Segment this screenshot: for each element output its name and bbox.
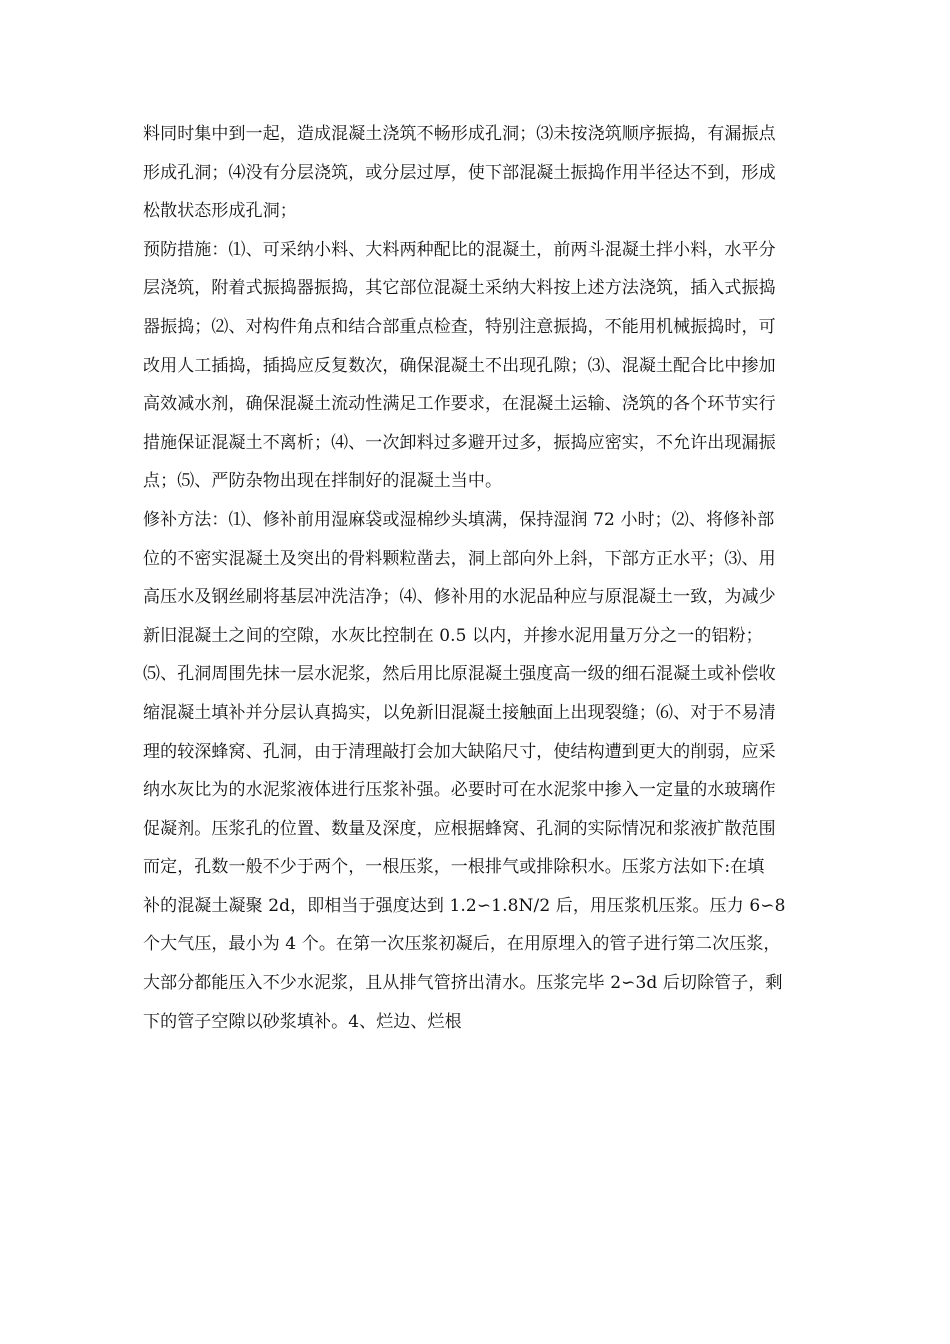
text-line: 措施保证混凝土不离析；⑷、一次卸料过多避开过多，振捣应密实，不允许出现漏振 bbox=[143, 432, 776, 453]
text-line: 大部分都能压入不少水泥浆，且从排气管挤出清水。压浆完毕 2∽3d 后切除管子，剩 bbox=[143, 973, 783, 994]
text-line: 形成孔洞；⑷没有分层浇筑，或分层过厚，使下部混凝土振捣作用半径达不到，形成 bbox=[143, 162, 776, 183]
text-line: 下的管子空隙以砂浆填补。4、烂边、烂根 bbox=[143, 1011, 462, 1032]
text-line: 点；⑸、严防杂物出现在拌制好的混凝土当中。 bbox=[143, 471, 503, 492]
text-line: 缩混凝土填补并分层认真捣实，以免新旧混凝土接触面上出现裂缝；⑹、对于不易清 bbox=[143, 702, 776, 723]
text-line: 理的较深蜂窝、孔洞，由于清理敲打会加大缺陷尺寸，使结构遭到更大的削弱，应采 bbox=[143, 741, 776, 762]
text-line: 修补方法：⑴、修补前用湿麻袋或湿棉纱头填满，保持湿润 72 小时；⑵、将修补部 bbox=[143, 509, 775, 530]
text-line: 纳水灰比为的水泥浆液体进行压浆补强。必要时可在水泥浆中掺入一定量的水玻璃作 bbox=[143, 780, 776, 801]
text-line: 高效减水剂，确保混凝土流动性满足工作要求，在混凝土运输、浇筑的各个环节实行 bbox=[143, 394, 776, 415]
text-line: ⑸、孔洞周围先抹一层水泥浆，然后用比原混凝土强度高一级的细石混凝土或补偿收 bbox=[143, 664, 776, 685]
text-line: 松散状态形成孔洞； bbox=[143, 201, 297, 222]
text-line: 器振捣；⑵、对构件角点和结合部重点检查，特别注意振捣，不能用机械振捣时，可 bbox=[143, 316, 776, 337]
text-line: 位的不密实混凝土及突出的骨料颗粒凿去，洞上部向外上斜，下部方正水平；⑶、用 bbox=[143, 548, 776, 569]
text-line: 促凝剂。压浆孔的位置、数量及深度，应根据蜂窝、孔洞的实际情况和浆液扩散范围 bbox=[143, 818, 776, 839]
text-line: 预防措施：⑴、可采纳小料、大料两种配比的混凝土，前两斗混凝土拌小料，水平分 bbox=[143, 239, 776, 260]
text-line: 而定，孔数一般不少于两个，一根压浆，一根排气或排除积水。压浆方法如下:在填 bbox=[143, 857, 765, 878]
text-line: 改用人工插捣，插捣应反复数次，确保混凝土不出现孔隙；⑶、混凝土配合比中掺加 bbox=[143, 355, 776, 376]
text-line: 个大气压，最小为 4 个。在第一次压浆初凝后，在用原埋入的管子进行第二次压浆， bbox=[143, 934, 781, 955]
text-line: 层浇筑，附着式振捣器振捣，其它部位混凝土采纳大料按上述方法浇筑，插入式振捣 bbox=[143, 278, 776, 299]
text-line: 补的混凝土凝聚 2d，即相当于强度达到 1.2∽1.8N/2 后，用压浆机压浆。压力 6∽8 bbox=[143, 895, 786, 916]
text-line: 料同时集中到一起，造成混凝土浇筑不畅形成孔洞；⑶未按浇筑顺序振捣，有漏振点 bbox=[143, 124, 776, 144]
text-line: 新旧混凝土之间的空隙，水灰比控制在 0.5 以内，并掺水泥用量万分之一的铝粉； bbox=[143, 625, 763, 646]
body-text bbox=[143, 115, 823, 1041]
text-line: 高压水及钢丝刷将基层冲洗洁净；⑷、修补用的水泥品种应与原混凝土一致，为减少 bbox=[143, 587, 776, 608]
